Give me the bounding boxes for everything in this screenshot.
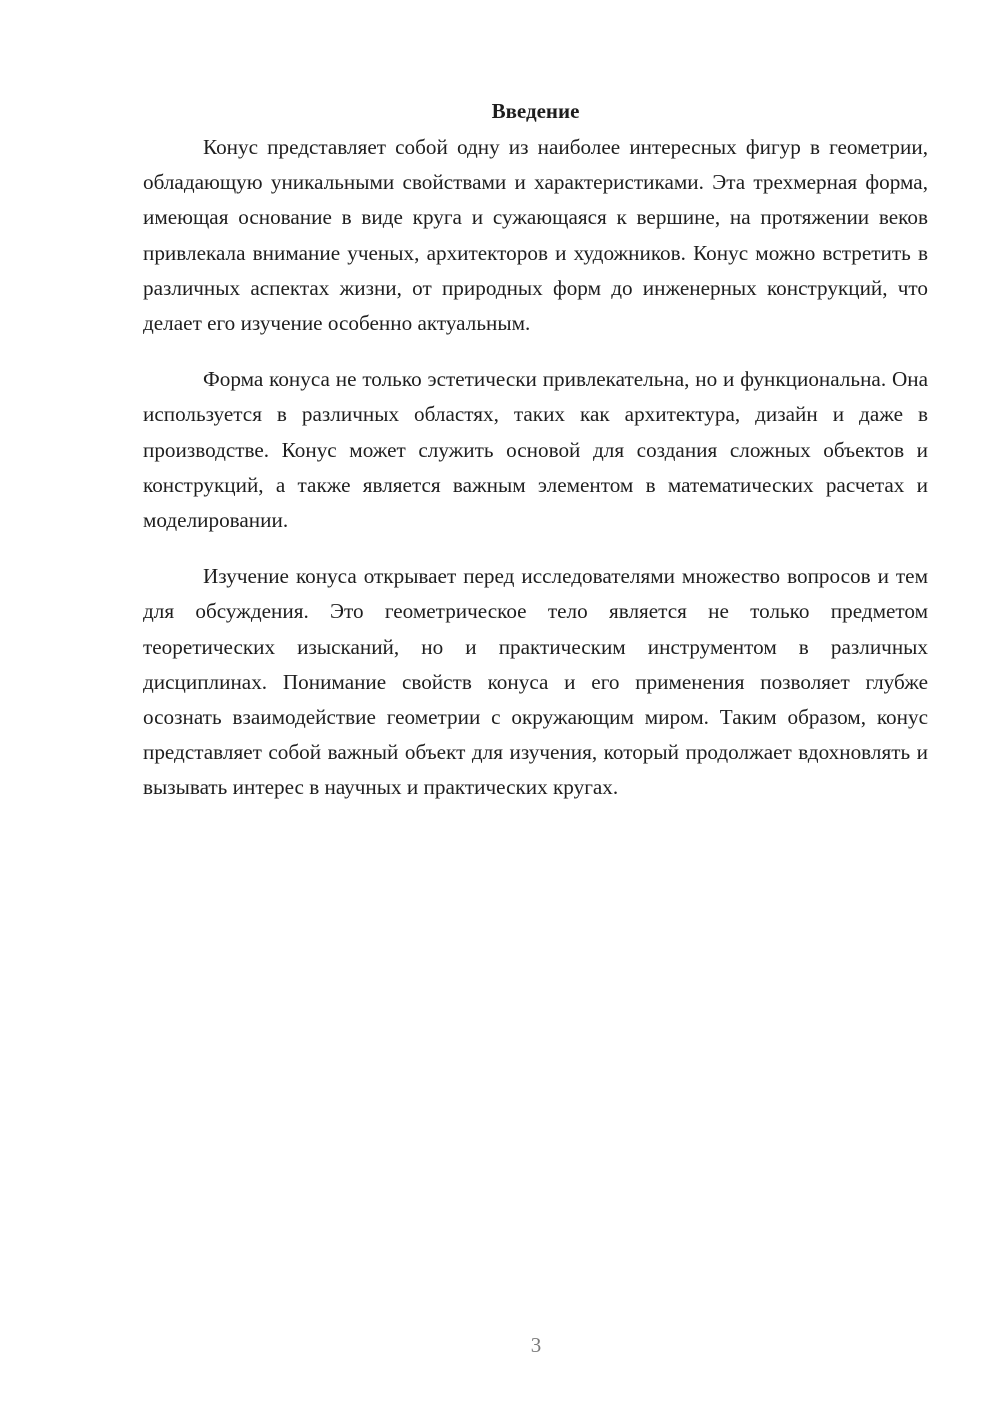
section-title: Введение [491, 99, 580, 123]
paragraph-1: Конус представляет собой одну из наиболее интересных фигур в геометрии, обладающую уникальными свойствами и характеристиками. Эта трехмерная форма, имеющая основание в виде круга и сужающаяся к вершине, на протяжении веков привлекала внимание ученых, архитекторов и художников. Конус можно встретить в различных аспектах жизни, от природных форм до инженерных конструкций, что делает его изучение особенно актуальным. [143, 135, 928, 336]
page-content [143, 96, 928, 806]
page-number: 3 [530, 1333, 542, 1357]
paragraph-3: Изучение конуса открывает перед исследователями множество вопросов и тем для обсуждения. Это геометрическое тело является не только предметом теоретических изысканий, но и практическим инструментом в различных дисциплинах. Понимание свойств конуса и его применения позволяет глубже осознать взаимодействие геометрии с окружающим миром. Таким образом, конус представляет собой важный объект для изучения, который продолжает вдохновлять и вызывать интерес в научных и практических кругах. [143, 564, 928, 800]
paragraph-2: Форма конуса не только эстетически привлекательна, но и функциональна. Она используется в различных областях, таких как архитектура, дизайн и даже в производстве. Конус может служить основой для создания сложных объектов и конструкций, а также является важным элементом в математических расчетах и моделировании. [143, 367, 928, 533]
